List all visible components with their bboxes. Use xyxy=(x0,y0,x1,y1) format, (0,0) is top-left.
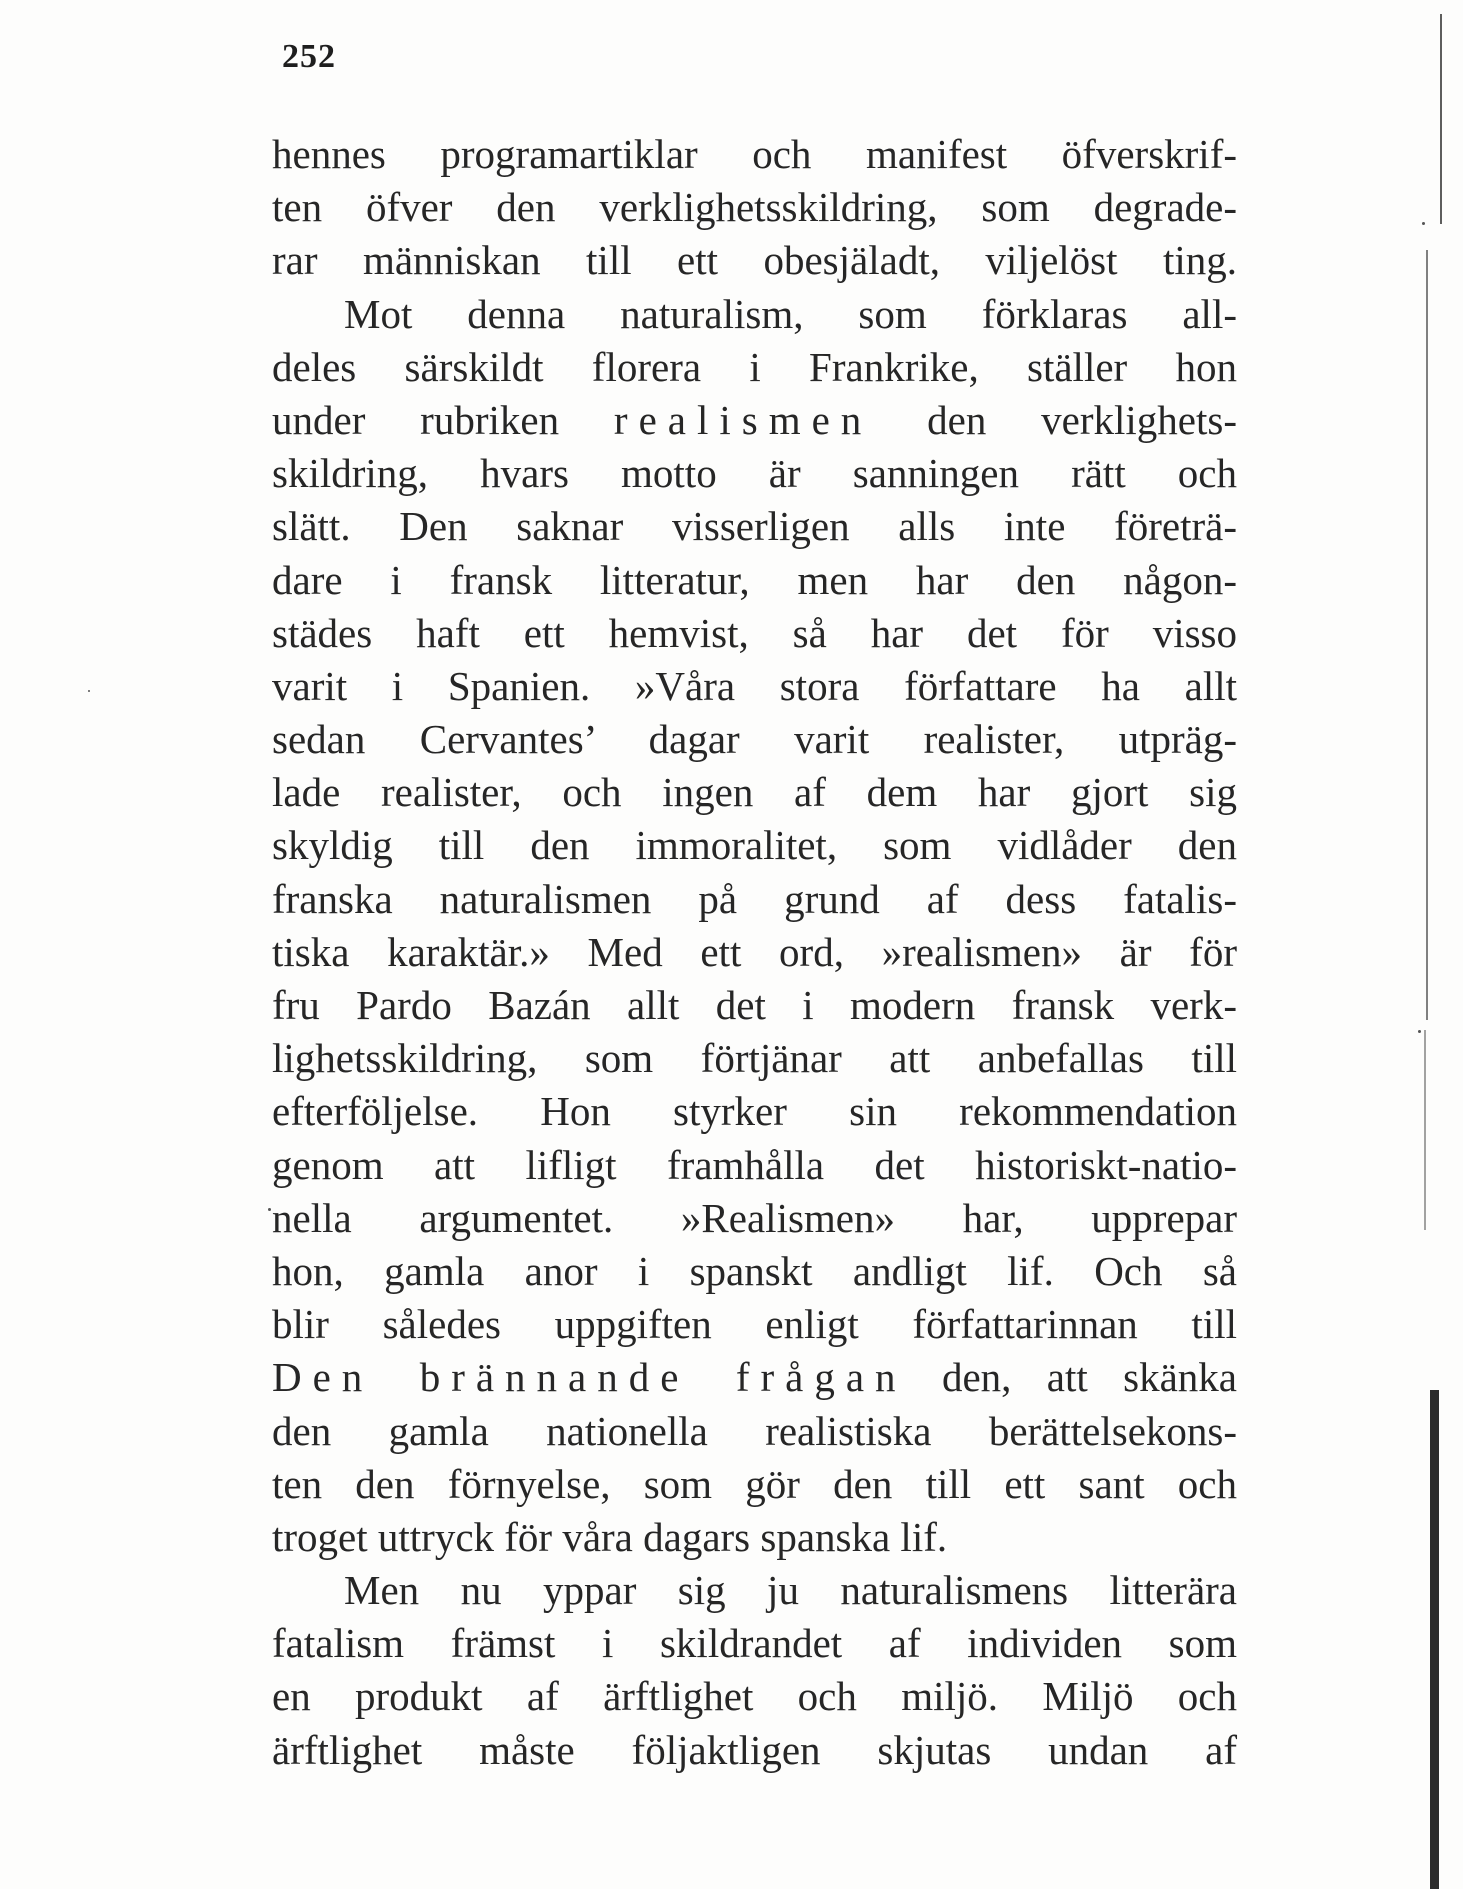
text-line: sedan Cervantes’ dagar varit realister, utpräg- xyxy=(272,716,1237,763)
text-line: Men nu yppar sig ju naturalismens litterära xyxy=(344,1567,1237,1614)
text-line: dare i fransk litteratur, men har den någon- xyxy=(272,556,1237,603)
text-line: ten den förnyelse, som gör den till ett sant och xyxy=(272,1460,1237,1507)
text-segment: den verklighets- xyxy=(872,396,1238,443)
text-line: genom att lifligt framhålla det historiskt-natio- xyxy=(272,1141,1237,1188)
text-line xyxy=(272,394,1237,447)
text-line: ärftlighet måste följaktligen skjutas undan af xyxy=(272,1726,1237,1773)
emphasized-spaced-text: realismen xyxy=(613,396,873,443)
text-line: lade realister, och ingen af dem har gjort sig xyxy=(272,769,1237,816)
text-line: blir således uppgiften enligt författarinnan till xyxy=(272,1301,1237,1348)
text-line: hennes programartiklar och manifest öfverskrif- xyxy=(272,131,1237,177)
text-line: deles särskildt florera i Frankrike, ställer hon xyxy=(272,343,1237,390)
text-line: varit i Spanien. »Våra stora författare ha allt xyxy=(272,662,1237,709)
text-line: rar människan till ett obesjäladt, viljelöst ting. xyxy=(272,237,1237,284)
scan-edge-line xyxy=(1424,1030,1426,1230)
text-line: ten öfver den verklighetsskildring, som degrade- xyxy=(272,184,1237,231)
scan-speck xyxy=(268,1208,271,1211)
text-line: den gamla nationella realistiska berättelsekons- xyxy=(272,1407,1237,1454)
scan-speck xyxy=(88,690,90,692)
text-line: lighetsskildring, som förtjänar att anbefallas till xyxy=(272,1035,1237,1082)
scan-speck xyxy=(1418,1030,1421,1033)
scan-speck xyxy=(1422,222,1425,225)
text-line: fatalism främst i skildrandet af individen som xyxy=(272,1620,1237,1667)
text-line: Mot denna naturalism, som förklaras all- xyxy=(344,290,1237,337)
text-line: städes haft ett hemvist, så har det för visso xyxy=(272,609,1237,656)
text-line: troget uttryck för våra dagars spanska lif. xyxy=(272,1513,948,1560)
page-number: 252 xyxy=(282,38,336,75)
text-line: franska naturalismen på grund af dess fatalis- xyxy=(272,875,1237,922)
scan-edge-line xyxy=(1426,250,1428,1020)
text-segment: den, att skänka xyxy=(906,1354,1237,1401)
text-line xyxy=(272,1351,1237,1404)
text-line: nella argumentet. »Realismen» har, upprepar xyxy=(272,1194,1237,1241)
text-line: hon, gamla anor i spanskt andligt lif. Och så xyxy=(272,1247,1237,1294)
body-text xyxy=(272,128,1237,1777)
text-line: efterföljelse. Hon styrker sin rekommendation xyxy=(272,1088,1237,1135)
text-segment: under rubriken xyxy=(272,396,614,443)
text-line: skildring, hvars motto är sanningen rätt och xyxy=(272,450,1237,497)
text-line: skyldig till den immoralitet, som vidlåder den xyxy=(272,822,1237,869)
text-line: tiska karaktär.» Med ett ord, »realismen» är för xyxy=(272,928,1237,975)
scan-edge-shadow xyxy=(1430,1390,1439,1889)
text-line: en produkt af ärftlighet och miljö. Miljö och xyxy=(272,1673,1237,1720)
emphasized-spaced-text: Den brännande frågan xyxy=(272,1354,907,1401)
text-line: fru Pardo Bazán allt det i modern fransk verk- xyxy=(272,982,1237,1028)
scan-edge-line xyxy=(1440,14,1442,224)
text-line: slätt. Den saknar visserligen alls inte företrä- xyxy=(272,503,1237,550)
